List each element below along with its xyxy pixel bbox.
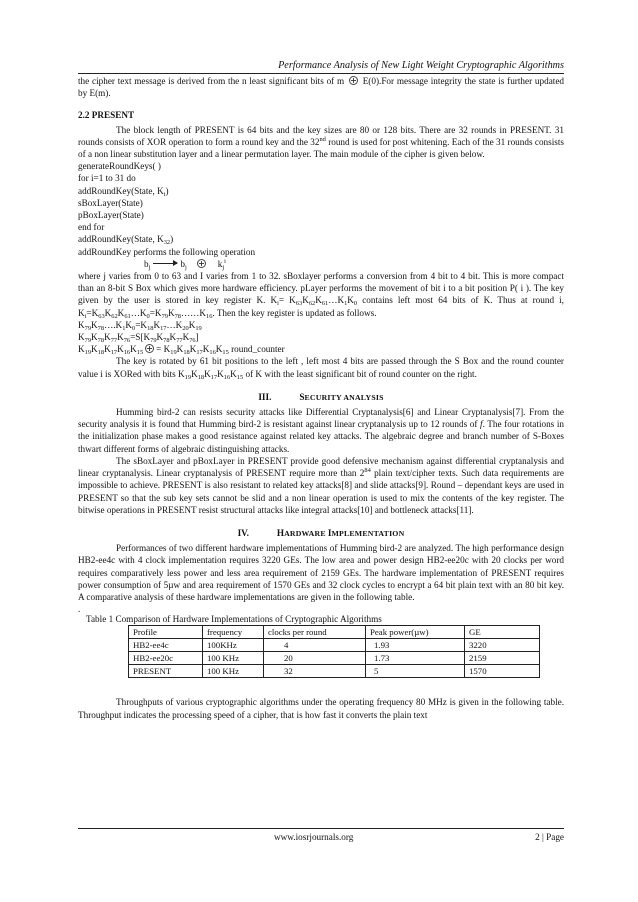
hardware-comparison-table (128, 625, 540, 678)
intro-text-1: the cipher text message is derived from the n least significant bits of m (78, 76, 347, 86)
key-update-eq-2 (78, 331, 564, 343)
table-cell: 3220 (465, 639, 540, 652)
table-row (129, 652, 540, 665)
section-number: III. (258, 391, 272, 402)
present-paragraph-3 (78, 355, 564, 379)
subscript: 17 (196, 349, 203, 357)
subscript: 77 (110, 337, 118, 345)
text-run: ) (165, 185, 169, 196)
text-run: K (191, 368, 198, 379)
text-run: =K (135, 319, 148, 330)
subscript: 16 (206, 312, 213, 320)
table-cell: PRESENT (129, 665, 203, 678)
subscript: 61 (321, 300, 329, 308)
header-rule (78, 73, 564, 74)
intro-text-2: E(0).For message integrity the state is further updated by E(m). (78, 76, 564, 99)
text-run: K (117, 332, 124, 343)
subscript: 62 (111, 312, 118, 320)
text-run: where j varies from 0 to 63 and I varies from 1 to 32. sBoxlayer performs a conversion from 4 bit to 4 bit. This is more compact than an 8-bit S Box which gives more hardware efficiency. pLayer performs the movement of bit i to a bit position P( i ). The key given by the user is stored in key register K. K (78, 271, 564, 306)
text-run: = K (278, 295, 296, 306)
subscript: 15 (136, 349, 144, 357)
key-update-eq-1 (78, 319, 564, 331)
subscript: 78 (174, 312, 181, 320)
text-run: K (78, 319, 85, 330)
subscript: 19 (195, 324, 202, 332)
section-heading-hardware (78, 527, 564, 540)
table-header-row (129, 626, 540, 639)
subscript: 16 (209, 349, 216, 357)
subscript: 63 (98, 312, 105, 320)
table-cell: Peak power(µw) (366, 626, 465, 639)
subscript: 79 (84, 337, 92, 345)
table-cell: 20 (264, 652, 366, 665)
subscript: i (84, 312, 87, 320)
text-run: K (302, 295, 309, 306)
text-run: K (78, 344, 85, 355)
text-run: K (156, 332, 164, 343)
superscript: nd (319, 135, 326, 143)
text-run: K (104, 307, 112, 318)
text-run: K (169, 332, 177, 343)
table-cell: 4 (264, 639, 366, 652)
subscript: 78 (163, 337, 170, 345)
text-run: K (78, 332, 85, 343)
footer-rule (78, 828, 564, 829)
present-paragraph-1 (78, 124, 564, 161)
subscript: 1 (122, 324, 126, 332)
subscript: 18 (147, 324, 154, 332)
subscript: 19 (184, 373, 192, 381)
text-run: K (215, 344, 223, 355)
superscript: i (224, 257, 226, 265)
subscript: 18 (197, 373, 205, 381)
section-number: IV. (237, 527, 249, 538)
text-run: of K with the least significant bit of round counter on the right. (243, 368, 477, 379)
section-heading-security (78, 391, 564, 404)
subscript: 62 (308, 300, 316, 308)
text-run: K (104, 332, 111, 343)
text-run: b (144, 258, 149, 269)
table-row (129, 639, 540, 652)
security-paragraph-2 (78, 455, 564, 516)
table-cell: 2159 (465, 652, 540, 665)
throughput-paragraph: Throughputs of various cryptographic algorithms under the operating frequency 80 MHz is given in the following table. Throughput indicates the processing speed of a cipher, that is how fast it converts the plain text (78, 697, 564, 720)
right-arrow-icon (153, 263, 177, 264)
text-run: K (182, 332, 190, 343)
subscript: j (148, 263, 151, 271)
subscript: 76 (123, 337, 131, 345)
table-row (129, 665, 540, 678)
section-heading-2-2: 2.2 PRESENT (78, 110, 135, 121)
table-cell: 1.93 (366, 639, 465, 652)
xor-symbol-icon (349, 76, 358, 85)
text-run: . Then the key register is updated as follows. (212, 307, 377, 318)
xor-symbol-icon (197, 259, 206, 268)
text-run: …K (130, 307, 147, 318)
text-run: addRoundKey(State, K (78, 185, 164, 196)
subscript: 79 (161, 312, 168, 320)
subscript: 32 (163, 239, 171, 247)
text-run: K (91, 332, 98, 343)
subscript: 20 (182, 324, 189, 332)
subscript: 79 (84, 324, 92, 332)
text-run: round_counter (228, 344, 285, 355)
text-run: K (91, 344, 98, 355)
subscript: 17 (210, 373, 218, 381)
subscript: 18 (183, 349, 190, 357)
operation-formula (78, 258, 564, 270)
table-cell: clocks per round (264, 626, 366, 639)
text-run: K (204, 368, 211, 379)
subscript: 0 (132, 324, 136, 332)
table-cell: HB2-ee20c (129, 652, 203, 665)
text-run: K (230, 368, 237, 379)
table-cell: GE (465, 626, 540, 639)
text-run: …K (328, 295, 345, 306)
text-run: K (202, 344, 210, 355)
text-run: = K (156, 344, 171, 355)
text-run: K (217, 368, 224, 379)
text-run: K (188, 319, 196, 330)
heading-cap: H (276, 527, 285, 538)
text-run: K (125, 319, 133, 330)
table-cell: HB2-ee4c (129, 639, 203, 652)
code-line: end for (78, 222, 105, 233)
italic-var: f (480, 419, 483, 430)
text-run: K (315, 295, 322, 306)
table-cell: 100 KHz (203, 652, 264, 665)
text-run: K (91, 319, 98, 330)
text-run: =S[K (130, 332, 151, 343)
subscript: 17 (160, 324, 167, 332)
page-number: 2 | Page (535, 832, 564, 842)
code-line: addRoundKey performs the following operation (78, 246, 256, 257)
running-header: Performance Analysis of New Light Weight Cryptographic Algorithms (278, 60, 564, 71)
subscript: 19 (170, 349, 177, 357)
text-run: K (117, 344, 124, 355)
text-run: The key is rotated by 61 bit positions to the left , left most 4 bits are passed through the S Box and the round counter value i is XORed with bits K (78, 356, 564, 379)
text-run: …K (166, 319, 183, 330)
key-update-eq-3 (78, 343, 564, 355)
text-run: =K (86, 307, 99, 318)
text-run: b (180, 258, 185, 269)
heading-smallcaps: ANALYSIS (343, 392, 384, 402)
subscript: 0 (353, 300, 358, 308)
table-cell: frequency (203, 626, 264, 639)
subscript: j (184, 263, 187, 271)
subscript: 78 (97, 337, 105, 345)
text-run: K (153, 319, 161, 330)
subscript: 76 (189, 337, 196, 345)
xor-symbol-icon (145, 344, 154, 353)
subscript: 1 (344, 300, 348, 308)
text-run: Humming bird-2 can resists security attacks like Differential Cryptanalysis[6] and Linear Cryptanalysis[7]. From the security analysis it is found that Humming bird-2 is resistant against linear cryptanalysis up to 12 rounds of (78, 407, 564, 430)
subscript: i (277, 300, 279, 308)
text-run: K (117, 307, 125, 318)
table-caption: Table 1 Comparison of Hardware Implementations of Cryptographic Algorithms (86, 614, 382, 625)
text-run: ……K (180, 307, 206, 318)
subscript: i (163, 190, 166, 198)
text-run: . The four rotations in the initialization phase makes a good resistance against related key attacks. The algebraic degree and branch number of S-Boxes thwart different forms of algebraic distinguishing attacks. (78, 419, 565, 454)
subscript: 15 (236, 373, 244, 381)
code-line: pBoxLayer(State) (78, 210, 144, 221)
text-run: The block length of PRESENT is 64 bits and the key sizes are 80 or 128 bits. There are 32 rounds in PRESENT. 31 rounds consists of XOR operation to form a round key and the 32 (78, 124, 564, 147)
table-cell: 1570 (465, 665, 540, 678)
text-run: ] (195, 332, 199, 343)
code-line: for i=1 to 31 do (78, 173, 136, 184)
subscript: 18 (97, 349, 105, 357)
text-run: K (104, 344, 111, 355)
table-cell: 5 (366, 665, 465, 678)
subscript: 63 (295, 300, 303, 308)
text-run: K (130, 344, 137, 355)
subscript: 17 (110, 349, 118, 357)
table-cell: 100 KHz (203, 665, 264, 678)
table-cell: Profile (129, 626, 203, 639)
superscript: 84 (364, 467, 371, 475)
text-run: ….K (104, 319, 123, 330)
heading-cap: S (299, 391, 305, 402)
code-line: sBoxLayer(State) (78, 197, 143, 208)
heading-smallcaps: ECURITY (304, 392, 344, 402)
table-cell: 1.73 (366, 652, 465, 665)
text-run: K (189, 344, 197, 355)
text-run: k (217, 258, 223, 269)
subscript: 19 (84, 349, 92, 357)
table-cell: 32 (264, 665, 366, 678)
subscript: 0 (146, 312, 150, 320)
code-line (78, 233, 564, 245)
heading-cap: I (327, 527, 332, 538)
heading-smallcaps: MPLEMENTATION (331, 528, 405, 538)
subscript: j (222, 263, 225, 271)
text-run: round is used for post whitening. Each of the 31 rounds consists of a non linear substitution layer and a linear permutation layer. The main module of the cipher is given below. (78, 136, 564, 160)
journal-url: www.iosrjournals.org (274, 832, 354, 842)
page-body (78, 75, 564, 721)
text-run: plain text/cipher texts. Such data requirements are impossible to achieve. PRESENT is also resistant to related key attacks[8] and slide attacks[9]. Round – dependant keys are used in PRESENT so that the sub key sets cannot be slid and a non linear operation is used to mix the contents of the key register. The bitwise operations in PRESENT resist structural attacks like integral attacks[10] and bottleneck attacks[11]. (78, 468, 564, 515)
subscript: 78 (97, 324, 105, 332)
subscript: 16 (223, 373, 231, 381)
text-run: =K (149, 307, 162, 318)
text-run: ) (170, 234, 174, 245)
subscript: 61 (124, 312, 131, 320)
subscript: 77 (176, 337, 183, 345)
code-line: generateRoundKeys( ) (78, 161, 161, 172)
heading-smallcaps: ARDWARE (284, 528, 328, 538)
text-run: The sBoxLayer and pBoxLayer in PRESENT provide good defensive mechanism against differential cryptanalysis and linear cryptanalysis. Linear cryptanalysis of PRESENT require more than 2 (78, 455, 564, 479)
code-line (78, 185, 564, 197)
text-run: contains left most 64 bits of K. Thus at round i, K (78, 295, 564, 318)
subscript: 16 (123, 349, 131, 357)
table-cell: 100KHz (203, 639, 264, 652)
text-run: K (347, 295, 354, 306)
text-run: K (176, 344, 184, 355)
intro-paragraph (78, 75, 564, 99)
hardware-paragraph-1: Performances of two different hardware implementations of Humming bird-2 are analyzed. The high performance design HB2-ee4c with 4 clock implementation requires 3220 GEs. The low area and power design HB2-ee20c with 20 clocks per word requires comparatively less power and less area requirement of 2159 GEs. The hardware implementation of PRESENT requires power consumption of 5µw and area requirement of 1570 GEs and 32 clock cycles to encrypt a 64 bit plain text with an 80 bit key. A comparative analysis of these hardware implementations are given in the following table. (78, 543, 564, 602)
subscript: 15 (222, 349, 229, 357)
present-paragraph-2 (78, 270, 564, 319)
subscript: 79 (150, 337, 157, 345)
security-paragraph-1 (78, 406, 564, 455)
text-run: addRoundKey(State, K (78, 234, 164, 245)
text-run: K (167, 307, 175, 318)
stray-dot: . (78, 604, 81, 615)
table-body (129, 626, 540, 678)
